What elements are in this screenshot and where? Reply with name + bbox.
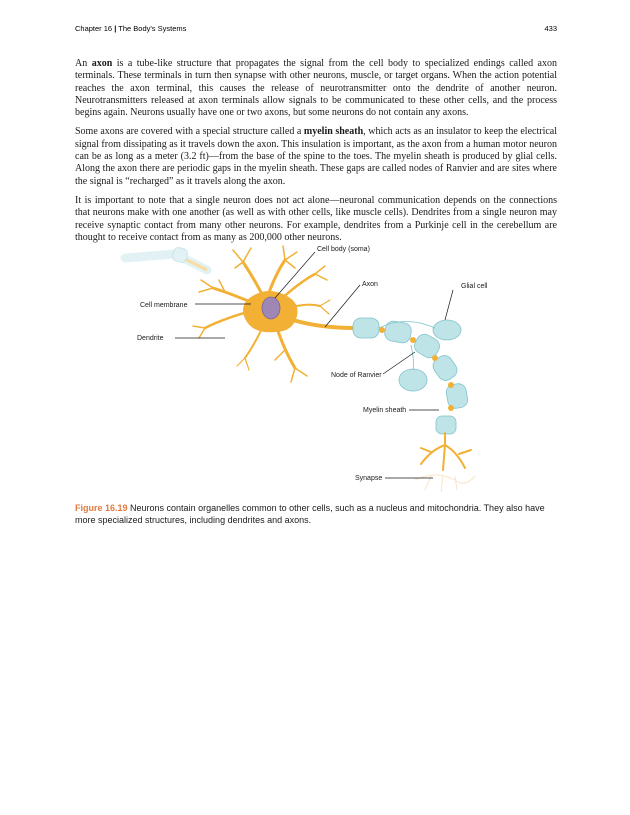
- section-title: The Body's Systems: [118, 24, 187, 33]
- glial-cell: [433, 320, 461, 340]
- label-cell-membrane: Cell membrane: [140, 302, 188, 309]
- header-separator: |: [114, 24, 117, 33]
- label-cell-body: Cell body (soma): [317, 246, 370, 253]
- p2-after: , which acts as an insulator to keep the electrical signal from dissipating as it travels down the axon. This insulation is important, as the axon from a human motor neuron can be as long as a meter (3.2 ft)—from the base of the spine to the toes. The myelin sheath is produced by glial cells. Along the axon there are periodic gaps in the myelin sheath. These gaps are called nodes of Ranvier and are sites where the signal is “recharged” as it travels along the axon.: [75, 126, 558, 187]
- body-text: [75, 58, 557, 251]
- label-node-of-ranvier: Node of Ranvier: [331, 372, 382, 379]
- label-dendrite: Dendrite: [137, 335, 164, 342]
- label-myelin-sheath: Myelin sheath: [363, 407, 407, 414]
- paragraph-myelin: [75, 126, 557, 187]
- label-axon: Axon: [362, 281, 378, 288]
- label-synapse: Synapse: [355, 475, 383, 482]
- page-header: [75, 24, 557, 36]
- chapter-label: Chapter 16: [75, 24, 113, 33]
- p2-before: Some axons are covered with a special structure called a: [75, 126, 304, 138]
- label-glial-cell: Glial cell: [461, 283, 488, 290]
- p1-after: is a tube-like structure that propagates the signal from the cell body to specialized endings called axon terminals. These terminals in turn then synapse with other neurons, muscle, or target organs. When the action potential reaches the axon terminal, this causes the release of neurotransmitter onto the dendrite of another neuron. Neurotransmitters released at axon terminals allow signals to be communicated to these other cells, and the process begins again. Neurons usually have one or two axons, but some neurons do not contain any axons.: [75, 58, 557, 119]
- neuron-illustration: [115, 240, 495, 502]
- neuron-figure: [115, 240, 495, 502]
- nucleus: [262, 297, 280, 319]
- axon: [293, 320, 355, 328]
- incoming-axon: [125, 246, 207, 270]
- term-myelin-sheath: myelin sheath: [303, 126, 364, 138]
- term-axon: axon: [91, 58, 113, 69]
- synapse-targets: [415, 475, 475, 492]
- p1-before: An: [75, 58, 92, 69]
- page-number: 433: [544, 24, 557, 33]
- leader-lines: [175, 252, 453, 478]
- axon-terminals: [421, 433, 471, 470]
- caption-text: Neurons contain organelles common to other cells, such as a nucleus and mitochondria. They also have more specialized structures, including dendrites and axons.: [75, 503, 545, 525]
- paragraph-axon: [75, 58, 557, 119]
- glial-cell: [399, 369, 427, 391]
- figure-caption: [75, 502, 557, 526]
- running-header: [75, 24, 186, 33]
- figure-number: Figure 16.19: [75, 503, 128, 513]
- paragraph-communication: It is important to note that a single neuron does not act alone—neuronal communication depends on the connections that neurons make with one another (as well as with other cells, like muscle cells). Dendrites from a single neuron may receive synaptic contact from many other neurons. For example, dendrites from a Purkinje cell in the cerebellum are thought to receive contact from as many as 200,000 other neurons.: [75, 194, 557, 243]
